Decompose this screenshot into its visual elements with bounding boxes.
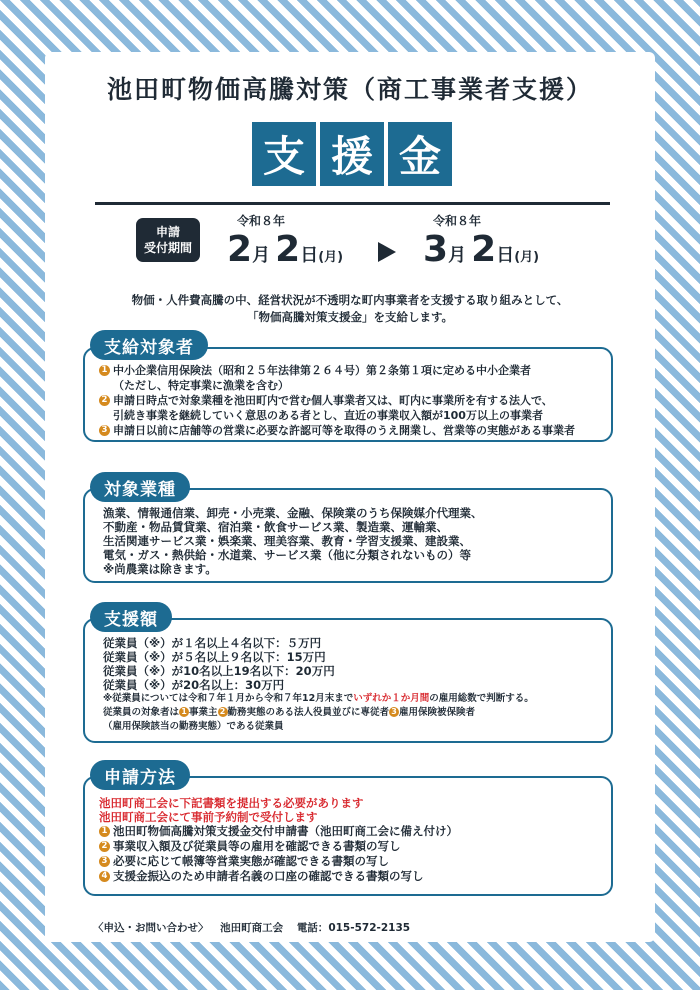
end-date <box>423 212 539 270</box>
eligibility-label: 支給対象者 <box>90 330 208 360</box>
end-month: 3 <box>423 229 449 270</box>
end-day: 2 <box>471 229 497 270</box>
number-badge: 3 <box>389 707 399 717</box>
eligibility-text: 中小企業信用保険法（昭和２５年法律第２６４号）第２条第１項に定める中小企業者 <box>113 364 531 377</box>
application-section <box>83 776 613 896</box>
amount-label: 支援額 <box>90 602 172 632</box>
main-title-char: 援 <box>320 122 384 186</box>
document-text: 事業収入額及び従業員等の雇用を確認できる書類の写し <box>113 839 401 853</box>
number-badge: 1 <box>99 826 110 837</box>
def-text: 雇用保険被保険者 <box>399 707 476 718</box>
industry-line: 電気・ガス・熱供給・水道業、サービス業（他に分類されないもの）等 <box>103 548 471 562</box>
phone-label: 電話： <box>296 922 329 934</box>
intro-text <box>45 292 655 326</box>
badge-line: 申請 <box>155 225 180 239</box>
document-text: 支援金振込のため申請者名義の口座の確認できる書類の写し <box>113 869 424 883</box>
number-badge: 3 <box>99 856 110 867</box>
contact-org: 池田町商工会 <box>220 922 284 934</box>
application-notice: 池田町商工会にて事前予約制で受付します <box>99 810 318 824</box>
number-badge: 2 <box>99 841 110 852</box>
start-weekday: (月) <box>318 250 344 265</box>
number-badge: 3 <box>99 425 110 436</box>
def-text: 勤務実態のある法人役員並びに専従者 <box>227 707 390 718</box>
start-day-unit: 日 <box>300 245 319 266</box>
note-text: ※従業員については令和７年１月から令和７年12月末まで <box>103 693 354 704</box>
amount-tier: 従業員（※）が20名以上：30万円 <box>103 678 285 692</box>
eligibility-item <box>99 363 601 378</box>
main-title-char: 金 <box>388 122 452 186</box>
employee-definition <box>103 706 603 720</box>
document-item <box>99 839 603 854</box>
main-title <box>252 122 452 186</box>
industries-label: 対象業種 <box>90 472 190 502</box>
document-text: 池田町物価高騰対策支援金交付申請書（池田町商工会に備え付け） <box>113 824 458 838</box>
note-highlight: いずれか１か月間 <box>353 693 430 704</box>
industry-line: 漁業、情報通信業、卸売・小売業、金融、保険業のうち保険媒介代理業、 <box>103 506 483 520</box>
title-divider <box>95 202 610 205</box>
main-title-char: 支 <box>252 122 316 186</box>
industry-line: ※尚農業は除きます。 <box>103 562 217 576</box>
eligibility-text: （ただし、特定事業に漁業を含む） <box>113 379 289 392</box>
def-text: 事業主 <box>189 707 218 718</box>
intro-line: 「物価高騰対策支援金」を支給します。 <box>246 310 454 324</box>
amount-tier: 従業員（※）が１名以上４名以下：５万円 <box>103 636 322 650</box>
start-day: 2 <box>275 229 301 270</box>
number-badge: 1 <box>179 707 189 717</box>
flyer-content <box>45 52 655 942</box>
eligibility-item-cont <box>99 408 601 423</box>
start-month: 2 <box>227 229 253 270</box>
application-notice: 池田町商工会に下記書類を提出する必要があります <box>99 796 364 810</box>
number-badge: 1 <box>99 365 110 376</box>
eligibility-text: 引続き事業を継続していく意思のある者とし、直近の事業収入額が100万以上の事業者 <box>113 409 543 422</box>
application-label: 申請方法 <box>90 760 190 790</box>
badge-line: 受付期間 <box>143 241 192 255</box>
document-item <box>99 824 603 839</box>
industry-line: 不動産・物品賃貸業、宿泊業・飲食サービス業、製造業、運輸業、 <box>103 520 448 534</box>
document-item <box>99 869 603 884</box>
intro-line: 物価・人件費高騰の中、経営状況が不透明な町内事業者を支援する取り組みとして、 <box>131 293 569 307</box>
end-weekday: (月) <box>514 250 540 265</box>
document-text: 必要に応じて帳簿等営業実態が確認できる書類の写し <box>113 854 389 868</box>
start-era: 令和８年 <box>237 214 286 228</box>
def-text: 従業員の対象者は <box>103 707 180 718</box>
end-era: 令和８年 <box>433 214 482 228</box>
contact-label: 〈申込・お問い合わせ〉 <box>93 922 209 934</box>
number-badge: 4 <box>99 871 110 882</box>
eligibility-section <box>83 347 613 442</box>
amount-section <box>83 618 613 743</box>
eligibility-text: 申請日時点で対象業種を池田町内で営む個人事業者又は、町内に事業所を有する法人で、 <box>113 394 553 407</box>
industries-section <box>83 488 613 583</box>
amount-tier: 従業員（※）が10名以上19名以下：20万円 <box>103 664 335 678</box>
page-title: 池田町物価高騰対策（商工事業者支援） <box>106 75 593 104</box>
application-period-badge <box>136 218 200 262</box>
start-month-unit: 月 <box>252 245 271 266</box>
contact-footer <box>93 920 410 935</box>
number-badge: 2 <box>99 395 110 406</box>
amount-tier: 従業員（※）が５名以上９名以下：15万円 <box>103 650 326 664</box>
note-text: の雇用総数で判断する。 <box>429 693 534 704</box>
employee-note <box>103 692 603 706</box>
arrow-right-icon <box>378 242 396 262</box>
end-month-unit: 月 <box>448 245 467 266</box>
eligibility-text: 申請日以前に店舗等の営業に必要な許認可等を取得のうえ開業し、営業等の実態がある事業者 <box>113 424 575 437</box>
employee-definition-cont: （雇用保険該当の勤務実態）である従業員 <box>103 721 284 732</box>
eligibility-item <box>99 393 601 408</box>
phone-number: 015-572-2135 <box>328 922 411 934</box>
number-badge: 2 <box>218 707 228 717</box>
industry-line: 生活関連サービス業・娯楽業、理美容業、教育・学習支援業、建設業、 <box>103 534 471 548</box>
eligibility-item <box>99 423 601 438</box>
document-item <box>99 854 603 869</box>
eligibility-item-cont <box>99 378 601 393</box>
start-date <box>227 212 343 270</box>
end-day-unit: 日 <box>496 245 515 266</box>
